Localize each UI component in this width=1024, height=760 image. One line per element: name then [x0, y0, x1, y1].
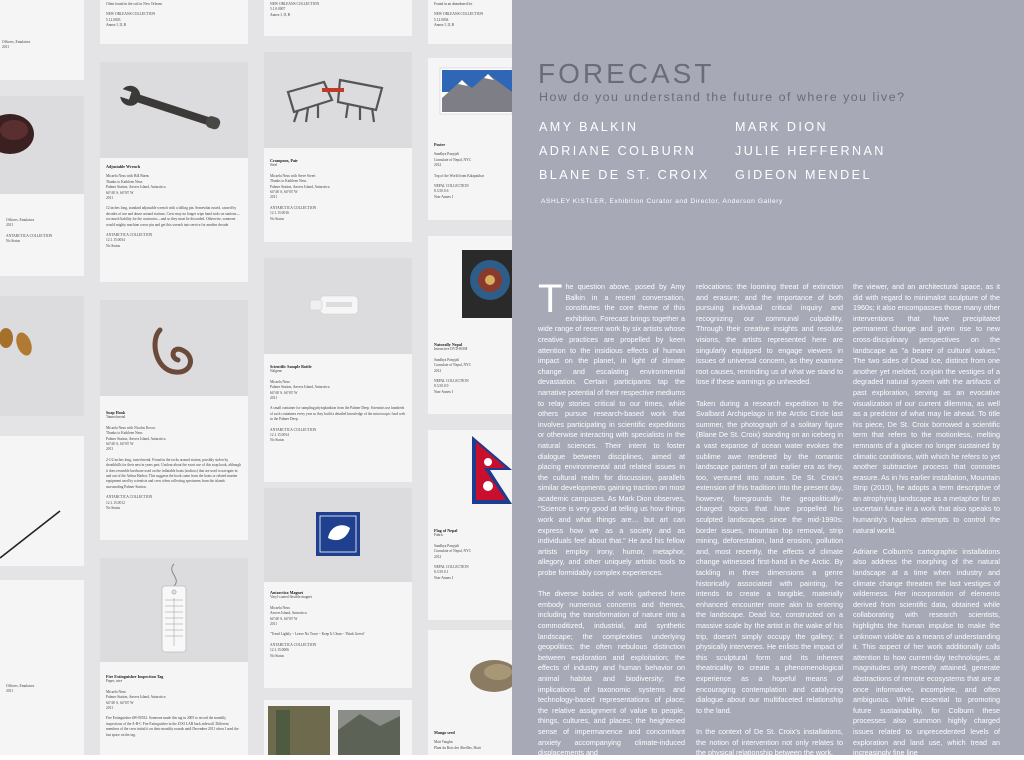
- item-photo: [264, 52, 412, 148]
- catalog-card: [100, 62, 248, 282]
- item-title: Mango seed: [434, 730, 455, 735]
- item-caption: NEW ORLEANS COLLECTION 5.1.0.0007 Annex I, II, B: [270, 2, 320, 17]
- artist-name: BLANE DE ST. CROIX: [539, 168, 710, 182]
- exhibition-title: FORECAST: [538, 58, 715, 89]
- artist-name: MARK DION: [735, 120, 828, 134]
- item-photo: [100, 558, 248, 662]
- catalog-card: [100, 0, 248, 44]
- essay-paragraph: The diverse bodies of work gathered here embody numerous concerns and themes, including the transformation of nature into a commoditized, industrial, and synthetic landscape; the complexities underlying geopolitics; the often nebulous distinction between exploration and exploitation; the effects of industry and human behavior on animal habitat and biodiversity; the implications of taxonomic systems and technology-based representations of place; the relative assignment of value to people, things, cultures, and places; the heightened sense of impermanence and concomitant anxiety accompanying climate-induced displacements and: [538, 589, 685, 758]
- essay-paragraph: relocations; the looming threat of extinction and erasure; and the importance of both pursuing individual critical inquiry and recognizing our communal culpability. Through their creative insights and resolute visions, the artists represented here are singularly equipped to engage viewers in issues of universal concern, as they examine root causes, reminding us of what we stand to lose if these warnings go unheeded.: [696, 282, 843, 387]
- item-caption: Poster Sandhya Panyjali Consulate of Nepal, NYC 2012 Top of the World from Kalapatthar NEPAL COLLECTION 8.3.50.0.6 Non-Annex I: [434, 142, 506, 200]
- catalog-column-3: [428, 0, 512, 755]
- item-title: Crampons, Pair: [270, 158, 298, 163]
- item-title: Naturally Nepal: [434, 342, 463, 347]
- catalog-card: [264, 0, 412, 36]
- item-caption: Soap Hook Tanned metal Micaela Neus with Nicolas Kovac Thanks to Kathleen Neus Palmer Station, Anvers Island, Antarctica 64°46' S, 64°03' W 2011 2-1/2 inches long, rusted metal. Found in the rocks around station, possibly stolen by sheathbills for their nest in years past. Unclear about the exact use of this soap hook, although it does resemble hardware used on the inflatable boats (zodiacs) that are used to navigate in and out of the Arthur Harbor. This suggests the hook came from the boats or related marine equipment used by scientists and crew when collecting specimens from the islands surrounding Palmer Station. ANTARCTICA COLLECTION 12.1.15.0012 No Status: [106, 410, 241, 511]
- essay-paragraph: Taken during a research expedition to the Svalbard Archipelago in the Arctic Circle last summer, the photograph of a solitary figure (Blane De St. Croix) standing on an iceberg in a vast expanse of ocean water evokes the sublime awe rendered by the romantic landscape painters of an earlier era as they, too, ventured into nature. De St. Croix's extension of this tradition into the present day, however, foregrounds the geopolitically-charged topics that have propelled his sculpted landscapes since the mid-1990s: border issues, mountain top removal, strip mining, deforestation, land erosion, pollution and, most recently, the effects of climate change witnessed first-hand in the Arctic. By tackling in three dimensions a genre historically associated with painting, he intends to create a tangible, materially enhanced encounter more akin to entering the landscape. Dead Ice, constructed on a massive scale by the artist in the wake of his trip, doesn't simply occupy the gallery; it physically intervenes. He enlists the impact of this sculptural form and its inherent theatricality to create a phenomenological experience as a hopeful means of encouraging contemplation and catalyzing dialogue about our multifaceted relationship to the land.: [696, 398, 843, 715]
- item-photo: [264, 258, 412, 354]
- soap-hook-image: [100, 300, 248, 396]
- item-caption: Often found in the soil in New Orleans NEW ORLEANS COLLECTION 5.12.0003 Annex I, II, B: [106, 2, 162, 28]
- item-photo: [100, 62, 248, 158]
- item-caption: Adjustable Wrench Micaela Neus with Bill Burns Thanks to Kathleen Neus Palmer Station, Anvers Island, Antarctica 64°46' S, 64°03' W 2011 12 inches long, standard adjustable wrench with a falling pin. Somewhat rusted, caused by decades of use and abuse around stations. Crew may no longer wipe hand tools on stations—too much liability for the contractor—and so they must be discarded. Otherwise, someone would mighty machine a new pin and get this wrench into service for another decade. ANTARCTICA COLLECTION 12.1.15.0034 No Status: [106, 164, 242, 249]
- catalog-card: [428, 430, 512, 620]
- item-title: Antarctica Magnet: [270, 590, 304, 595]
- peanuts-image: [0, 296, 84, 416]
- essay-column-1: [538, 277, 686, 758]
- artist-name: GIDEON MENDEL: [735, 168, 872, 182]
- essay-paragraph: Adriane Colburn's cartographic installations also address the morphing of the natural landscape at a time when industry and climate change threaten the last vestiges of wilderness. Her incorporation of elements derived from scientific data, obtained while collaborating with research scientists, highlights the human impulse to make the unknown visible as a means of understanding it. This aspect of her work additionally calls attention to how current-day technologies, at magnitudes only recently attained, generate abstractions of remote ecosystems that are at once informative, incomplete, and often ambiguous. While essential to promoting future sustainability, for Colburn these processes also summon highly charged issues related to unprecedented levels of exploration and land use, which tread an increasingly fine line: [853, 546, 1000, 758]
- catalog-card: [100, 300, 248, 540]
- item-title: Soap Hook: [106, 410, 126, 415]
- crampons-image: [264, 52, 412, 148]
- item-caption: Crampons, Pair Steel Micaela Neus with Steve Sivert Thanks to Kathleen Neus Palmer Station, Anvers Island, Antarctica 64°46' S, 64°03' W 2011 ANTARCTICA COLLECTION 12.1.15.0016 No Status: [270, 158, 406, 222]
- essay-paragraph: the viewer, and an architectural space, as it did with regard to minimalist sculpture of the 1960s; it also encompasses those many other interventions that have precipitated permanent change and given rise to new cross-disciplinary perspectives on the landscape as "a bearer of cultural values." The two sides of Dead Ice, distinct from one another yet melded, conjoin the vestiges of a degraded natural system with the artifacts of past exploration, serving as an evocative visualization of our current dilemma, as well as a predictor of what may lie ahead. To title his piece, De St. Croix borrowed a scientific term that refers to the motionless, melting remnants of a glacier no longer sustained by climatic conditions, with which he refers to yet another subtractive process that connotes erasure. As in his earlier installation, Mountain Strip (2010), he adopts a term descriptive of an atrophying landscape as a metaphor for an uncertain future in a work that also speaks to humanity's hapless attempts to control the natural world.: [853, 282, 1000, 535]
- curator-credit: ASHLEY KISTLER, Exhibition Curator and Director, Anderson Gallery: [541, 198, 783, 205]
- catalog-card: [0, 436, 84, 566]
- inspection-tag-image: [100, 558, 248, 662]
- essay-column-2: [696, 282, 843, 758]
- catalog-card: [428, 236, 512, 414]
- item-title: Poster: [434, 142, 446, 147]
- item-caption: Officers, Emulators 2011: [6, 684, 35, 694]
- item-photo: [0, 296, 84, 416]
- exhibition-subtitle: How do you understand the future of where you live?: [539, 90, 906, 104]
- item-photo: [0, 96, 84, 194]
- drop-cap: T: [538, 277, 563, 321]
- catalog-card: [428, 630, 512, 755]
- artist-name: JULIE HEFFERNAN: [735, 144, 886, 158]
- catalog-card: [264, 488, 412, 688]
- catalog-card: [264, 52, 412, 242]
- artist-name: ADRIANE COLBURN: [539, 144, 697, 158]
- item-title: Scientific Sample Bottle: [270, 364, 312, 369]
- item-caption: Officers, Emulators 2011: [2, 40, 31, 50]
- item-caption: Naturally Nepal Interactive DVD-ROM Sandhya Panyjali Consulate of Nepal, NYC 2012 NEPAL COLLECTION 8.3.50.0.9 Non-Annex I: [434, 342, 506, 395]
- item-title: Fire Extinguisher Inspection Tag: [106, 674, 164, 679]
- catalog-column-0: [0, 0, 84, 755]
- item-caption: Antarctica Magnet Vinyl-coated flexible magnet Micaela Neus Anvers Island, Antarctica 64°46' S, 64°03' W 2011 "Tread Lightly ~ Leave No Trace ~ Keep It Clean ~ Think Green" ANTARCTICA COLLECTION 12.1.15.0006 No Status: [270, 590, 406, 659]
- essay-page: [512, 0, 1024, 758]
- item-caption: Scientific Sample Bottle Nalgene Micaela Neus Palmer Station, Anvers Island, Antarctica 64°46' S, 64°03' W 2011 A small container for sampling phytoplankton from the Palmer Deep. Scientists use hundreds of such containers every year so they build a detailed knowledge of the microscopic food web in the Palmer Deep. ANTARCTICA COLLECTION 12.1.15.0034 No Status: [270, 364, 406, 443]
- seaweed-image: [0, 96, 84, 194]
- essay-column-3: [853, 282, 1000, 758]
- item-caption: Officers, Emulators 2011 ANTARCTICA COLLECTION No Status: [6, 218, 53, 244]
- catalog-card: [428, 0, 512, 44]
- catalog-card: [0, 296, 84, 416]
- artist-name: AMY BALKIN: [539, 120, 639, 134]
- everest-poster-image: [428, 58, 512, 126]
- magnet-image: [264, 488, 412, 582]
- catalog-card: [264, 258, 412, 482]
- catalog-card: [100, 558, 248, 755]
- catalog-card: [428, 58, 512, 220]
- rod-image: [0, 436, 84, 566]
- item-caption: Found in an abandoned lot NEW ORLEANS COLLECTION 5.12.0004 Annex I, II, B: [434, 2, 484, 28]
- nepal-flag-image: [428, 430, 512, 528]
- mango-seed-image: [428, 630, 512, 720]
- sample-bottle-image: [264, 258, 412, 354]
- catalog-card: [0, 96, 84, 276]
- catalog-card: [264, 700, 412, 755]
- item-photo: [100, 300, 248, 396]
- dvd-image: [428, 236, 512, 336]
- essay-paragraph: In the context of De St. Croix's installations, the notion of intervention not only relates to the physical relationship between the work,: [696, 726, 843, 758]
- catalog-spread: [0, 0, 512, 755]
- catalog-column-1: [100, 0, 248, 755]
- item-caption: Mango seed Matt Vaughn Plant du Bois des Abeilles, Haiti: [434, 730, 506, 751]
- catalog-card: [0, 580, 84, 755]
- catalog-column-2: [264, 0, 412, 755]
- item-photo: [264, 488, 412, 582]
- item-title: Flag of Nepal: [434, 528, 458, 533]
- item-caption: Fire Extinguisher Inspection Tag Paper, wire Micaela Neus Palmer Station, Anvers Island, Antarctica 64°46' S, 64°03' W 2011 Fire Extinguisher #W-00532. Someone made this tag in 2005 to record the monthly inspections of the A-B-C Fire Extinguisher in the ZOO LAB back sidewall. Different members of the crew initial it on their monthly rounds until December 2011 when I used the last space on the tag.: [106, 674, 242, 738]
- wrench-image: [100, 62, 248, 158]
- landscape-photos: [264, 700, 412, 755]
- item-caption: Flag of Nepal Fabric Sandhya Panyjali Consulate of Nepal, NYC 2012 NEPAL COLLECTION 8.3.50.0.1 Non-Annex I: [434, 528, 506, 581]
- item-title: Adjustable Wrench: [106, 164, 141, 169]
- essay-paragraph: he question above, posed by Amy Balkin in a recent conversation, constitutes the core theme of this exhibition. Forecast brings together a wide range of recent work by six artists whose creative practices are propelled by keen attention to the insidious effects of human impact on the planet, in light of climate change and escalating environmental devastation. Certain participants tap the narrative potential of their respective mediums to relay stories critical to our times, while others pursue research-based work that involves participating in scientific expeditions or otherwise interacting with specialists in the natural sciences. Their intent to foster dialogue between disciplines, aimed at placing environmental and related issues in the cultural realm for discussion, parallels similar developments gaining traction on most academic campuses. As Mark Dion observes, "Science is very good at telling us how things work and what things are… but art can express how we as a society and as individuals feel about that." He and his fellow artists employ irony, humor, metaphor, allegory, and other uniquely artistic tools to probe formidably complex experiences.: [538, 282, 686, 578]
